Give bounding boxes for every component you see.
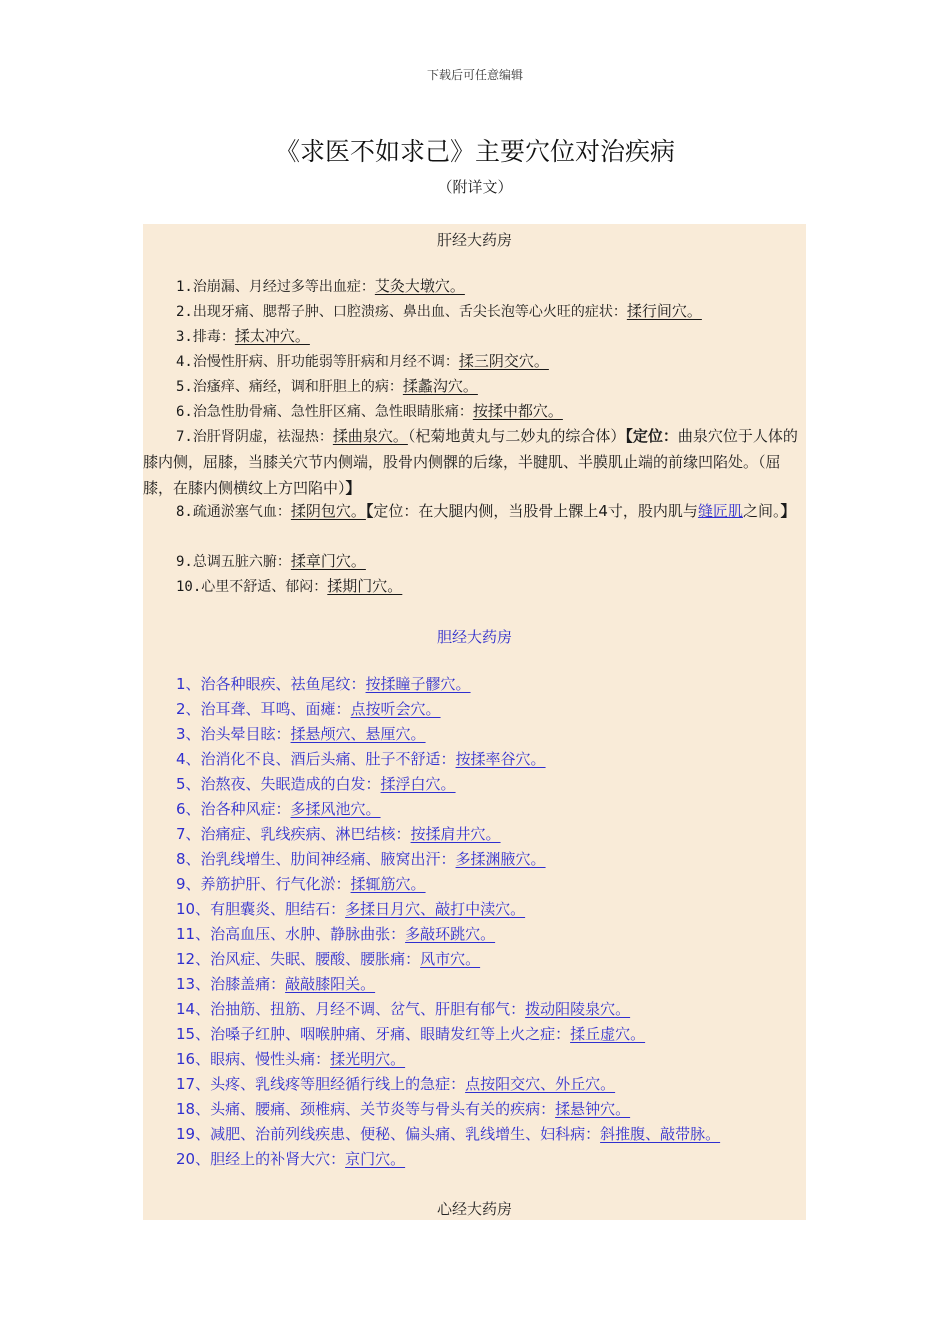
list-item: 3、治头晕目眩：揉悬颅穴、悬厘穴。 [176,725,426,743]
acupoint-method: 揉三阴交穴。 [458,352,549,370]
gallbladder-section-title: 胆经大药房 [436,628,512,646]
list-item: 16、眼病、慢性头痛：揉光明穴。 [176,1050,406,1068]
document-subtitle: （附详文） [437,178,513,196]
acupoint-method: 敲敲膝阳关。 [285,975,376,993]
list-item: 10、有胆囊炎、胆结石：多揉日月穴、敲打中渎穴。 [176,900,526,918]
liver-section-title: 肝经大药房 [436,231,512,249]
list-item: 8.疏通淤塞气血：揉阴包穴。【定位：在大腿内侧，当股骨上髁上4寸，股内肌与缝匠肌之间。】 [176,502,796,520]
heart-section-title: 心经大药房 [436,1200,512,1218]
header-note: 下载后可任意编辑 [426,68,523,82]
acupoint-method: 艾灸大墩穴。 [374,277,465,295]
list-item: 4.治慢性肝病、肝功能弱等肝病和月经不调：揉三阴交穴。 [176,352,549,370]
acupoint-method: 按揉肩井穴。 [410,825,501,843]
list-item: 12、治风症、失眠、腰酸、腰胀痛：风市穴。 [176,950,481,968]
acupoint-method: 多敲环跳穴。 [405,925,496,943]
acupoint-method: 斜推腹、敲带脉。 [600,1125,721,1143]
acupoint-method: 揉期门穴。 [327,577,403,595]
acupoint-method: 按揉瞳子髎穴。 [365,675,471,693]
document-title: 《求医不如求己》主要穴位对治疾病 [274,137,675,166]
acupoint-method: 多揉渊腋穴。 [455,850,546,868]
acupoint-method: 揉光明穴。 [330,1050,406,1068]
list-item: 2、治耳聋、耳鸣、面瘫：点按听会穴。 [176,700,441,718]
acupoint-method: 点按阳交穴、外丘穴。 [465,1075,616,1093]
acupoint-method: 风市穴。 [420,950,481,968]
list-item: 9、养筋护肝、行气化淤：揉辄筋穴。 [176,875,426,893]
acupoint-method: 揉太冲穴。 [234,327,310,345]
acupoint-method: 多揉日月穴、敲打中渎穴。 [345,900,526,918]
acupoint-method: 揉章门穴。 [290,552,366,570]
list-item: 10.心里不舒适、郁闷：揉期门穴。 [176,577,403,595]
list-item: 2.出现牙痛、腮帮子肿、口腔溃疡、鼻出血、舌尖长泡等心火旺的症状：揉行间穴。 [176,302,702,320]
acupoint-method: 京门穴。 [345,1150,406,1168]
list-item: 7.治肝肾阴虚，祛湿热：揉曲泉穴。（杞菊地黄丸与二妙丸的综合体）【定位：曲泉穴位于人体的膝内侧，屈膝，当膝关穴节内侧端，股骨内侧髁的后缘，半腱肌、半膜肌止端的前缘凹陷处。（屈膝，在膝内侧横纹上方凹陷中）】 [143,427,798,497]
list-item: 14、治抽筋、扭筋、月经不调、岔气、肝胆有郁气：拨动阳陵泉穴。 [176,1000,631,1018]
list-item: 1、治各种眼疾、祛鱼尾纹：按揉瞳子髎穴。 [176,675,471,693]
list-item: 5.治瘙痒、痛经，调和肝胆上的病：揉蠡沟穴。 [176,377,478,395]
sartorius-link[interactable]: 缝匠肌 [697,502,743,520]
list-item: 13、治膝盖痛：敲敲膝阳关。 [176,975,376,993]
acupoint-method: 按揉率谷穴。 [455,750,546,768]
acupoint-method: 按揉中都穴。 [472,402,563,420]
list-item: 4、治消化不良、酒后头痛、肚子不舒适：按揉率谷穴。 [176,750,546,768]
acupoint-method: 揉行间穴。 [626,302,702,320]
list-item: 11、治高血压、水肿、静脉曲张：多敲环跳穴。 [176,925,496,943]
list-item: 15、治嗓子红肿、咽喉肿痛、牙痛、眼睛发红等上火之症：揉丘虚穴。 [176,1025,646,1043]
list-item: 9.总调五脏六腑：揉章门穴。 [176,552,366,570]
acupoint-method: 揉蠡沟穴。 [402,377,478,395]
acupoint-method: 揉丘虚穴。 [570,1025,646,1043]
list-item: 19、减肥、治前列线疾患、便秘、偏头痛、乳线增生、妇科病：斜推腹、敲带脉。 [176,1125,721,1143]
acupoint-method: 揉浮白穴。 [380,775,456,793]
list-item: 8、治乳线增生、肋间神经痛、腋窝出汗：多揉渊腋穴。 [176,850,546,868]
list-item: 18、头痛、腰痛、颈椎病、关节炎等与骨头有关的疾病：揉悬钟穴。 [176,1100,631,1118]
list-item: 17、头疼、乳线疼等胆经循行线上的急症：点按阳交穴、外丘穴。 [176,1075,616,1093]
list-item: 7、治痛症、乳线疾病、淋巴结核：按揉肩井穴。 [176,825,501,843]
acupoint-method: 多揉风池穴。 [290,800,381,818]
acupoint-method: 揉曲泉穴。 [332,427,408,445]
acupoint-method: 揉悬钟穴。 [555,1100,631,1118]
acupoint-method: 点按听会穴。 [350,700,441,718]
acupoint-method: 拨动阳陵泉穴。 [525,1000,631,1018]
acupoint-method: 揉辄筋穴。 [350,875,426,893]
list-item: 20、胆经上的补肾大穴：京门穴。 [176,1150,406,1168]
acupoint-method: 揉悬颅穴、悬厘穴。 [290,725,426,743]
list-item: 3.排毒：揉太冲穴。 [176,327,310,345]
list-item: 6、治各种风症：多揉风池穴。 [176,800,381,818]
list-item: 6.治急性肋骨痛、急性肝区痛、急性眼睛胀痛：按揉中都穴。 [176,402,563,420]
list-item: 5、治熬夜、失眠造成的白发：揉浮白穴。 [176,775,456,793]
content-panel [143,224,806,1220]
acupoint-method: 揉阴包穴。 [290,502,366,520]
list-item: 1.治崩漏、月经过多等出血症：艾灸大墩穴。 [176,277,465,295]
